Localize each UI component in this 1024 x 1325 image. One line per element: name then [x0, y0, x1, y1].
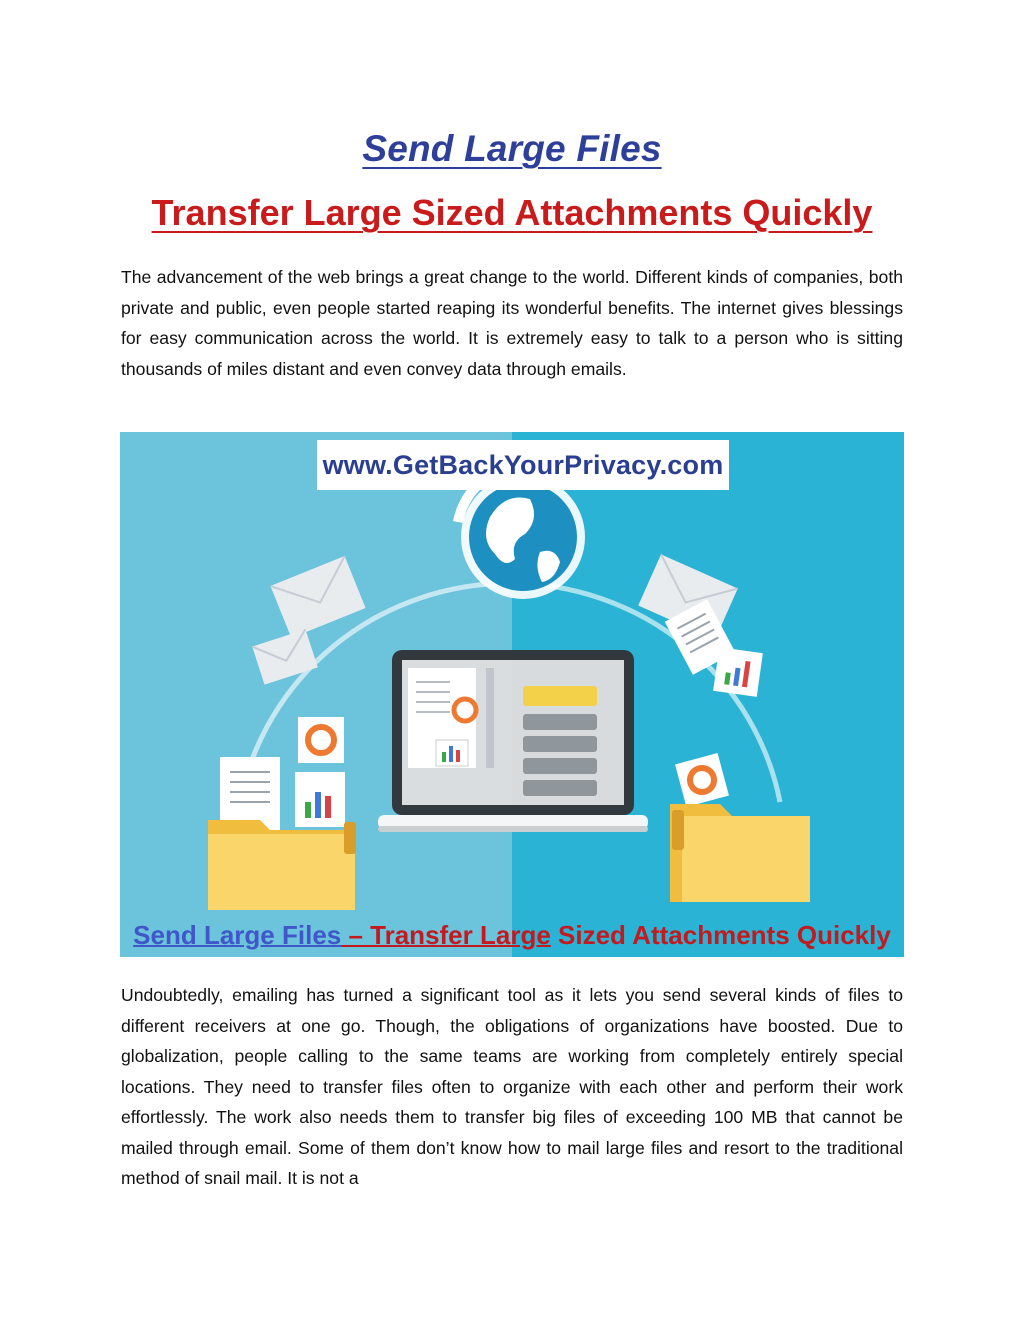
banner-caption-part3: Sized Attachments Quickly: [550, 920, 891, 950]
page-subtitle: Transfer Large Sized Attachments Quickly: [151, 192, 873, 233]
bar-chart-icon: [713, 647, 763, 697]
laptop-icon: [378, 650, 648, 832]
body-paragraph: Undoubtedly, emailing has turned a significant tool as it lets you send several kinds of files to different receivers at one go. Though, the obligations of organizations have boosted. Due to globalization, people calling to the same teams are working from completely entirely special locations. They need to transfer files often to organize with each other and perform their work effortlessly. The work also needs them to transfer big files of exceeding 100 MB that cannot be mailed through email. Some of them don’t know how to mail large files and resort to the traditional method of snail mail. It is not a: [121, 985, 903, 1188]
banner-caption-part2: – Transfer Large: [341, 920, 551, 950]
banner-image: [120, 432, 904, 957]
banner-illustration: [120, 432, 904, 957]
lifebuoy-icon: [298, 717, 344, 763]
folder-icon: [208, 820, 356, 910]
intro-paragraph: The advancement of the web brings a great change to the world. Different kinds of companies, both private and public, even people started reaping its wonderful benefits. The internet gives blessings for easy communication across the world. It is extremely easy to talk to a person who is sitting thousands of miles distant and even convey data through emails.: [121, 267, 903, 379]
banner-caption: [120, 920, 904, 951]
bar-chart-icon: [295, 772, 345, 827]
folder-icon: [670, 804, 810, 902]
banner-url: www.GetBackYourPrivacy.com: [317, 440, 729, 490]
page-title: Send Large Files: [362, 128, 662, 169]
banner-caption-part1: Send Large Files: [133, 920, 342, 950]
